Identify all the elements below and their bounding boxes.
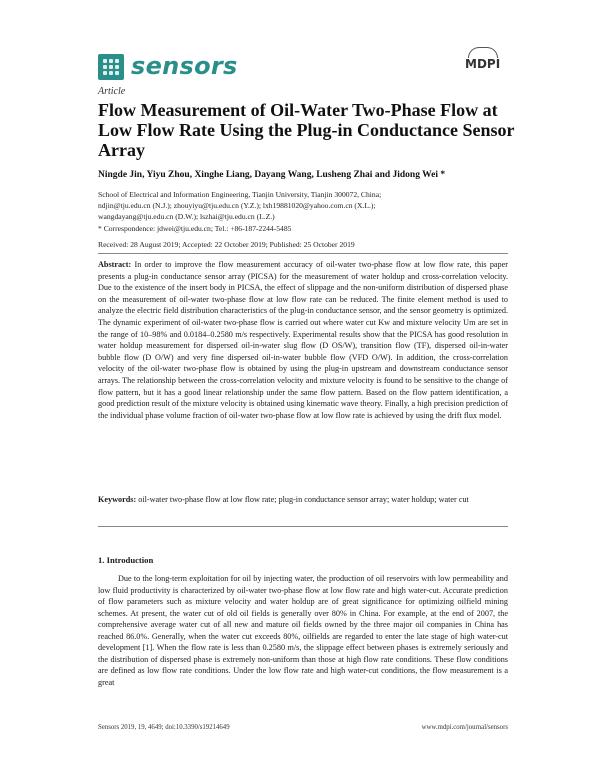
keywords [98,494,508,506]
divider [98,526,508,527]
affiliation-block [98,189,518,234]
publication-dates: Received: 28 August 2019; Accepted: 22 October 2019; Published: 25 October 2019 [98,240,355,249]
abstract-label: Abstract: [98,260,132,269]
footer-citation: Sensors 2019, 19, 4649; doi:10.3390/s19214649 [98,724,230,731]
section-body: Due to the long-term exploitation for oil by injecting water, the production of oil reservoirs with low permeability and low fluid productivity is characterized by oil-water two-phase flow at low flow rate and high water-cut. Accurate prediction of flow parameters such as mixture velocity and water holdup are of great significance for optimizing oilfield mining schemes. At present, the water cut of old oil fields is generally over 80% in China. For example, at the end of 2007, the comprehensive average water cut of all new and mature oil fields owned by the three major oil companies in China has reached 86.0%. Generally, when the water cut exceeds 80%, oilfields are regarded to enter the late stage of high water-cut development [1]. When the flow rate is less than 0.2580 m/s, the slippage effect between phases is extremely seriously and the distribution of dispersed phase is extremely non-uniform than those at high flow rate conditions. These flow conditions are defined as low flow rate conditions. Under the low flow rate and high water-cut conditions, the flow measurement is a great [98,574,508,687]
paper-title: Flow Measurement of Oil-Water Two-Phase Flow at Low Flow Rate Using the Plug-in Conductance Sensor Array [98,100,515,160]
journal-logo-icon [98,54,124,80]
affiliation-line: ndjin@tju.edu.cn (N.J.); zhouyiyu@tju.edu.cn (Y.Z.); lxh19881020@yahoo.com.cn (X.L.); [98,201,376,211]
affiliation-line: wangdayang@tju.edu.cn (D.W.); lszhai@tju.edu.cn (L.Z.) [98,212,275,222]
publisher-name: MDPI [465,57,501,71]
correspondence-line: * Correspondence: jdwei@tju.edu.cn; Tel.: +86-187-2244-5485 [98,223,292,233]
footer-url[interactable]: www.mdpi.com/journal/sensors [421,724,508,731]
article-type: Article [98,86,126,97]
divider [98,253,508,254]
affiliation-line: School of Electrical and Information Engineering, Tianjin University, Tianjin 300072, China; [98,190,382,199]
keywords-text: oil-water two-phase flow at low flow rate; plug-in conductance sensor array; water holdup; water cut [136,495,469,504]
author-list: Ningde Jin, Yiyu Zhou, Xinghe Liang, Dayang Wang, Lusheng Zhai and Jidong Wei * [98,170,446,180]
keywords-label: Keywords: [98,495,137,504]
journal-name: sensors [131,52,238,80]
abstract [98,259,508,421]
section-heading: 1. Introduction [98,555,154,565]
abstract-text: In order to improve the flow measurement accuracy of oil-water two-phase flow at low flow rate, this paper presents a plug-in conductance sensor array (PICSA) for the measurement of water holdup and cross-correlation velocity. Due to the existence of the insert body in PICSA, the effect of slippage and the non-uniform distribution of dispersed phase on the measurement of oil-water two-phase flow at low flow rate can be reduced. The finite element method is used to analyze the electric field distribution characteristics of the plug-in conductance sensor, and the sensor geometry is optimized. The dynamic experiment of oil-water two-phase flow is carried out where water cut Kw and mixture velocity Um are set in the range of 10–98% and 0.0184–0.2580 m/s respectively. Experimental results show that the PICSA has good resolution in water holdup measurement for dispersed oil-in-water slug flow (D OS/W), transition flow (TF), dispersed oil-in-water bubble flow (D O/W) and very fine dispersed oil-in-water bubble flow (VFD O/W). In addition, the cross-correlation velocity of the oil-water two-phase flow is obtained by using the plug-in upstream and downstream conductance sensor arrays. The relationship between the cross-correlation velocity and mixture velocity is found to be sensitive to the change of flow pattern, but it has a good linear relationship under the same flow pattern. Based on the flow pattern identification, a good prediction result of the mixture velocity is obtained using kinematic wave theory. Finally, a high precision prediction of the individual phase volume fraction of oil-water two-phase flow at low flow rate is achieved by using the drift flux model. [98,260,508,420]
